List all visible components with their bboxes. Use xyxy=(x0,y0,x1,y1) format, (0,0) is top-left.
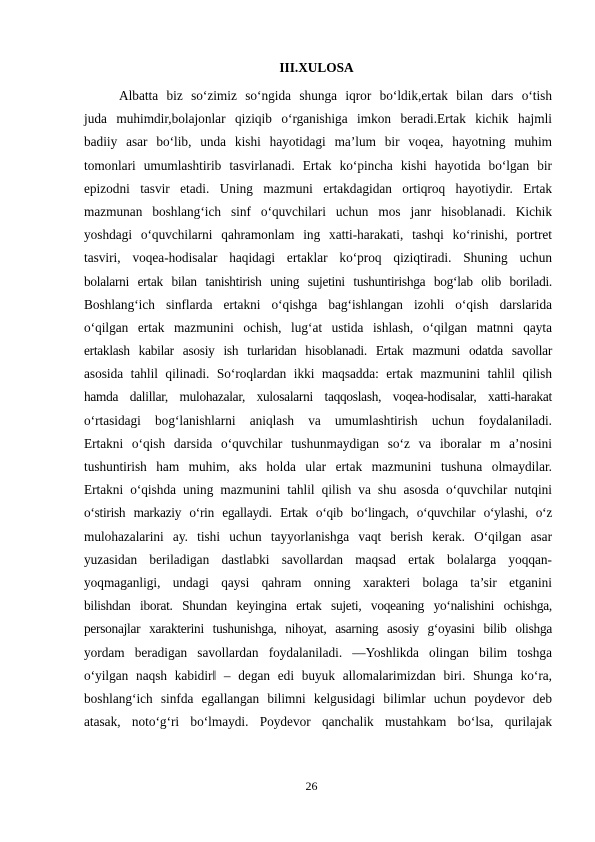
page-number: 26 xyxy=(305,779,318,793)
text-line: bolalarni ertak bilan tanishtirish uning sujetini tushuntirishga bog‘lab olib boriladi. xyxy=(84,273,552,289)
text-line: mulohazalarini ay. tishi uchun tayyorlanishga vaqt berish kerak. O‘qilgan asar xyxy=(84,528,552,544)
text-line: hamda dalillar, mulohazalar, xulosalarni taqqoslash, voqea-hodisalar, xatti-harakat xyxy=(84,389,552,405)
text-line: yoshdagi o‘quvchilarni qahramonlam ing xatti-harakati, tashqi ko‘rinishi, portret xyxy=(84,227,552,243)
text-line: asosida tahlil qilinadi. So‘roqlardan ikki maqsadda: ertak mazmunini tahlil qilish xyxy=(84,366,552,382)
body-paragraph xyxy=(84,84,552,733)
text-line: bilishdan iborat. Shundan keyingina ertak sujeti, voqeaning yo‘nalishini ochishga, xyxy=(84,598,552,614)
text-line: tasviri, voqea-hodisalar haqidagi ertaklar ko‘proq qiziqtiradi. Shuning uchun xyxy=(84,250,552,266)
text-line: yoqmaganligi, undagi qaysi qahram onning xarakteri bolaga ta’sir etganini xyxy=(84,574,552,590)
text-line: mazmunan boshlang‘ich sinf o‘quvchilari uchun mos janr hisoblanadi. Kichik xyxy=(84,203,552,219)
text-line: Boshlang‘ich sinflarda ertakni o‘qishga bag‘ishlangan izohli o‘qish darslarida xyxy=(84,296,552,312)
text-line: o‘stirish markaziy o‘rin egallaydi. Ertak o‘qib bo‘lingach, o‘quvchilar o‘ylashi, o‘z xyxy=(84,505,552,521)
text-line: badiiy asar bo‘lib, unda kishi hayotidagi ma’lum bir voqea, hayotning muhim xyxy=(84,134,552,150)
section-heading: III.XULOSA xyxy=(279,60,354,75)
text-line: boshlang‘ich sinfda egallangan bilimni kelgusidagi bilimlar uchun poydevor deb xyxy=(84,690,552,706)
text-line: tomonlari umumlashtirib tasvirlanadi. Ertak ko‘pincha kishi hayotida bo‘lgan bir xyxy=(84,157,552,173)
text-line: o‘rtasidagi bog‘lanishlarni aniqlash va umumlashtirish uchun foydalaniladi. xyxy=(84,412,552,428)
text-line: tushuntirish ham muhim, aks holda ular ertak mazmunini tushuna olmaydilar. xyxy=(84,459,552,474)
text-line: Ertakni o‘qish darsida o‘quvchilar tushunmaydigan so‘z va iboralar m a’nosini xyxy=(84,435,552,451)
text-line: Ertakni o‘qishda uning mazmunini tahlil qilish va shu asosda o‘quvchilar nutqini xyxy=(84,482,552,498)
text-line: yordam beradigan savollardan foydalaniladi. ―Yoshlikda olingan bilim toshga xyxy=(84,644,552,660)
text-line: ertaklash kabilar asosiy ish turlaridan hisoblanadi. Ertak mazmuni odatda savollar xyxy=(84,343,552,359)
text-line: atasak, noto‘g‘ri bo‘lmaydi. Poydevor qanchalik mustahkam bo‘lsa, qurilajak xyxy=(84,714,552,730)
text-line: o‘yilgan naqsh kabidir‖ – degan edi buyuk allomalarimizdan biri. Shunga ko‘ra, xyxy=(84,667,552,683)
text-line: yuzasidan beriladigan dastlabki savollardan maqsad ertak bolalarga yoqqan- xyxy=(84,551,552,567)
text-line: Albatta biz so‘zimiz so‘ngida shunga iqror bo‘ldik,ertak bilan dars o‘tish xyxy=(119,88,552,103)
text-line: personajlar xarakterini tushunishga, nihoyat, asarning asosiy g‘oyasini bilib olishga xyxy=(84,621,552,637)
text-line: juda muhimdir,bolajonlar qiziqib o‘rganishiga imkon beradi.Ertak kichik hajmli xyxy=(84,111,552,127)
text-line: epizodni tasvir etadi. Uning mazmuni ertakdagidan ortiqroq hayotiydir. Ertak xyxy=(84,180,552,196)
text-line: o‘qilgan ertak mazmunini ochish, lug‘at ustida ishlash, o‘qilgan matnni qayta xyxy=(84,319,552,335)
